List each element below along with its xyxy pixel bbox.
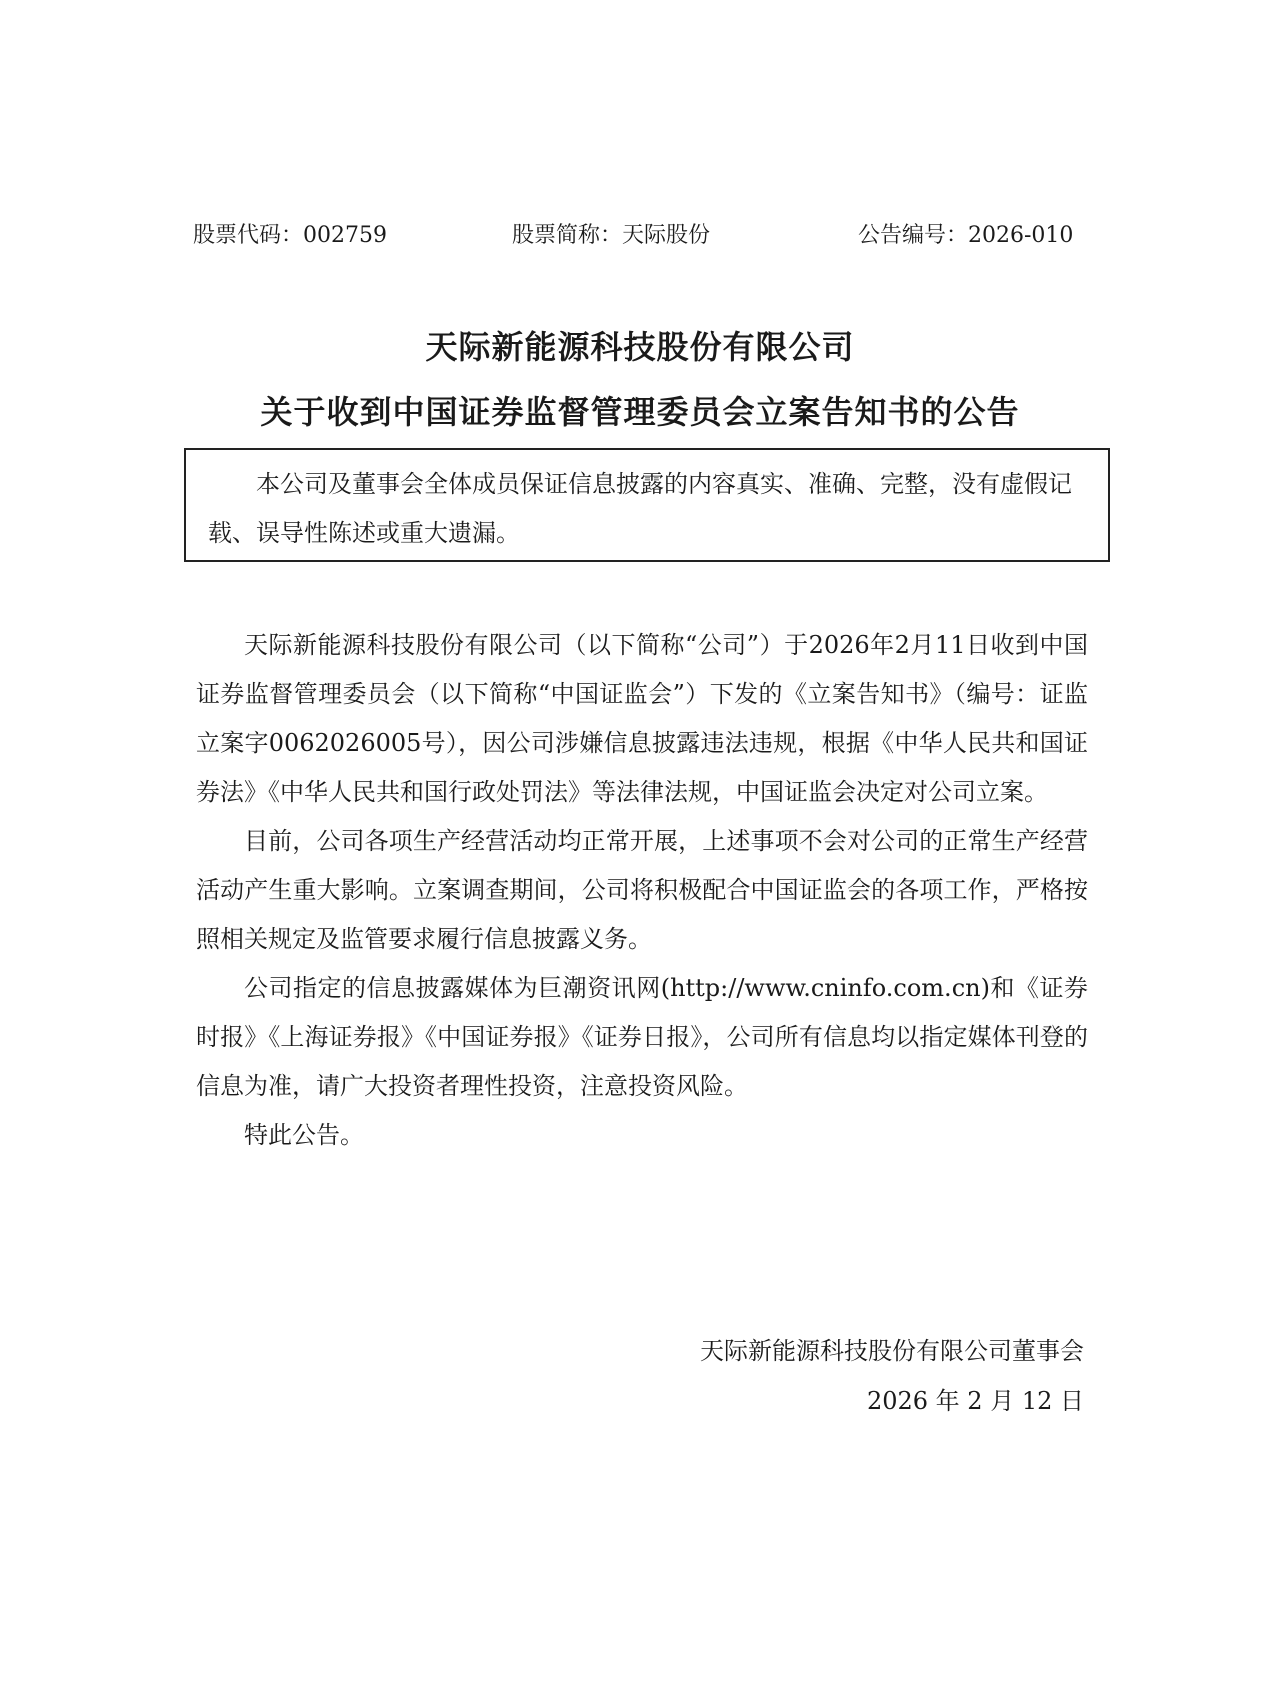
closing-statement: 特此公告。 <box>244 1121 364 1149</box>
issuer-signature: 天际新能源科技股份有限公司董事会 <box>700 1337 1084 1365</box>
body-paragraph-2: 目前，公司各项生产经营活动均正常开展，上述事项不会对公司的正常生产经营活动产生重大影响。立案调查期间，公司将积极配合中国证监会的各项工作，严格按照相关规定及监管要求履行信息披露义务。 <box>196 827 1088 953</box>
disclaimer-box: 本公司及董事会全体成员保证信息披露的内容真实、准确、完整，没有虚假记载、误导性陈述或重大遗漏。 <box>184 448 1110 562</box>
stock-code: 股票代码：002759 <box>193 223 387 248</box>
body-paragraph-3: 公司指定的信息披露媒体为巨潮资讯网(http://www.cninfo.com.cn)和《证券时报》《上海证券报》《中国证券报》《证券日报》，公司所有信息均以指定媒体刊登的信息为准，请广大投资者理性投资，注意投资风险。 <box>196 974 1088 1100</box>
document-header <box>193 218 1083 250</box>
announcement-body <box>196 621 1088 1160</box>
company-title: 天际新能源科技股份有限公司 <box>425 328 855 366</box>
announcement-date: 2026 年 2 月 12 日 <box>866 1387 1084 1415</box>
announcement-number: 公告编号：2026-010 <box>858 223 1074 248</box>
stock-name: 股票简称：天际股份 <box>512 223 711 248</box>
announcement-title: 关于收到中国证券监督管理委员会立案告知书的公告 <box>260 393 1020 431</box>
body-paragraph-1: 天际新能源科技股份有限公司（以下简称“公司”）于2026年2月11日收到中国证券监督管理委员会（以下简称“中国证监会”）下发的《立案告知书》（编号：证监立案字0062026005号），因公司涉嫌信息披露违法违规，根据《中华人民共和国证券法》《中华人民共和国行政处罚法》等法律法规，中国证监会决定对公司立案。 <box>196 631 1088 806</box>
